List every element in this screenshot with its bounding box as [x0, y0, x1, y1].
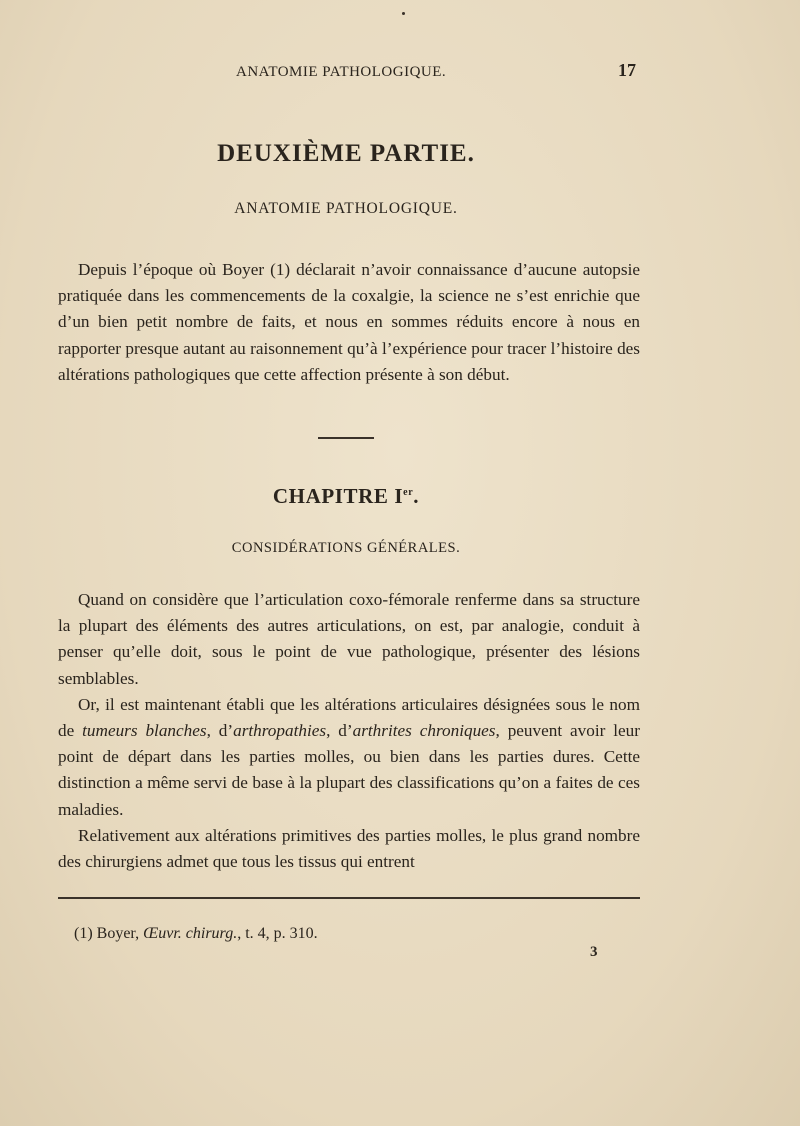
intro-text — [58, 257, 640, 388]
part-title: DEUXIÈME PARTIE. — [217, 140, 475, 167]
chapter-title — [0, 484, 692, 509]
paragraph-2: Quand on considère que l’articulation coxo-fémorale renferme dans sa structure la plupart des éléments des autres articulations, on est, par analogie, conduit à penser qu’elle doit, sous le point de vue pathologique, présenter des lésions semblables. — [58, 590, 640, 688]
footnote-rule — [58, 897, 640, 899]
chapter-text — [58, 587, 640, 875]
paragraph-3-part-4: , peuvent avoir leur point de départ dans les parties molles, ou bien dans les parties dures. Cette distinction a même servi de base à la plupart des classifications qu’on a faites de ces maladies. — [58, 721, 640, 819]
part-subtitle: ANATOMIE PATHOLOGIQUE. — [234, 200, 458, 217]
chapter-subtitle: CONSIDÉRATIONS GÉNÉRALES. — [231, 540, 461, 556]
ink-speck — [402, 12, 405, 15]
page-number: 17 — [618, 60, 636, 80]
footnote — [74, 925, 318, 943]
signature-mark: 3 — [590, 944, 598, 960]
paragraph-3 — [58, 692, 640, 823]
footnote-text-2: , t. 4, p. 310. — [237, 925, 318, 942]
term-arthrites-chroniques: arthrites chroniques — [352, 721, 496, 741]
paragraph-3-part-2: , d’ — [206, 721, 234, 741]
paragraph-4: Relativement aux altérations primitives des parties molles, le plus grand nombre des chirurgiens admet que tous les tissus qui entrent — [58, 825, 640, 872]
chapter-title-superscript: er — [403, 487, 414, 498]
section-divider — [318, 437, 374, 439]
term-tumeurs-blanches: tumeurs blanches — [82, 721, 207, 741]
chapter-title-period: . — [413, 484, 420, 508]
paragraph-3-part-1: Or, il est maintenant établi que les altérations articulaires désignées sous le nom de — [58, 694, 640, 741]
term-arthropathies: arthropathies — [233, 721, 327, 741]
chapter-title-text: CHAPITRE I — [272, 484, 404, 508]
footnote-work-title: Œuvr. chirurg. — [143, 925, 238, 942]
paragraph-3-part-3: , d’ — [326, 721, 353, 741]
footnote-text-1: (1) Boyer, — [74, 925, 144, 942]
paragraph-1: Depuis l’époque où Boyer (1) déclarait n’avoir connaissance d’aucune autopsie pratiquée dans les commencements de la coxalgie, la science ne s’est enrichie que d’un bien petit nombre de faits, et nous en sommes réduits encore à nous en rapporter presque autant au raisonnement qu’à l’expérience pour tracer l’histoire des altérations pathologiques que cette affection présente à son début. — [58, 260, 640, 384]
running-head: ANATOMIE PATHOLOGIQUE. — [236, 64, 447, 80]
